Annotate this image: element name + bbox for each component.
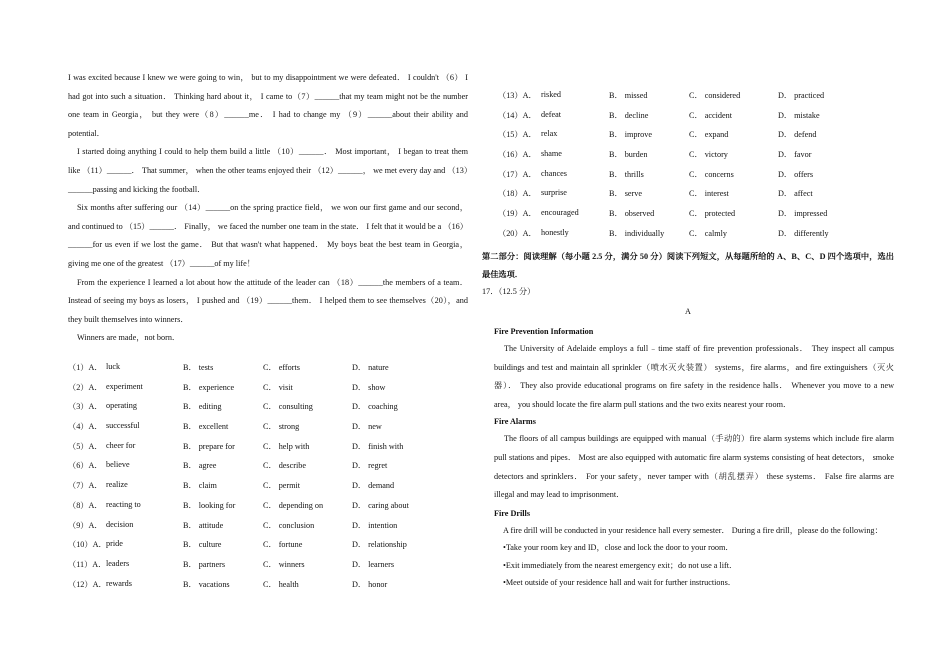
option-number: （12）A．: [68, 579, 107, 589]
option-number: （8）A．: [68, 500, 103, 510]
option-row: [482, 188, 894, 208]
option-row: [482, 169, 894, 189]
option-d: D． learners: [352, 559, 395, 569]
option-row: [68, 579, 468, 599]
option-a: successful: [106, 421, 140, 431]
option-number: （6）A．: [68, 461, 103, 471]
option-d: D． relationship: [352, 540, 407, 550]
option-d: D． mistake: [778, 110, 820, 120]
option-c: C． strong: [263, 422, 300, 432]
option-b: B． attitude: [183, 520, 224, 530]
option-number: （7）A．: [68, 481, 103, 491]
option-c: C． calmly: [689, 228, 727, 238]
option-d: D． impressed: [778, 209, 828, 219]
option-row: [482, 208, 894, 228]
option-number: （11）A．: [68, 559, 107, 569]
option-c: C． visit: [263, 382, 293, 392]
option-b: B． burden: [609, 150, 648, 160]
option-b: B． claim: [183, 481, 217, 491]
option-c: C． efforts: [263, 363, 300, 372]
article-intro: The University of Adelaide employs a full﹣time staff of fire prevention professionals． They inspect all campus buildings and test and maintain all sprinkler（喷水灭火装置） systems，fire alarms，and fire extinguishers（灭火器）． They also provide educational programs on fire safety in the residence halls． Whenever you move to a new area， you should locate the fire alarm pull stations and the two exits nearest your room．: [494, 344, 894, 409]
option-row: [482, 228, 894, 248]
option-a: risked: [541, 90, 562, 99]
option-row: [482, 129, 894, 149]
option-row: [68, 362, 468, 382]
option-d: D． nature: [352, 363, 389, 372]
option-c: C． conclusion: [263, 520, 315, 530]
option-number: （3）A．: [68, 402, 103, 412]
option-b: B． individually: [609, 228, 665, 238]
option-a: operating: [106, 401, 137, 411]
option-c: C． protected: [689, 209, 736, 219]
options-list-right: [482, 90, 894, 248]
option-a: defeat: [541, 109, 561, 119]
cloze-passage: [68, 69, 468, 348]
option-d: D． practiced: [778, 91, 825, 100]
option-number: （19）A．: [498, 209, 537, 219]
option-number: （2）A．: [68, 382, 103, 392]
option-a: relax: [541, 129, 558, 139]
article-title: Fire Prevention Information: [494, 327, 594, 336]
option-b: B． agree: [183, 461, 217, 471]
option-c: C． describe: [263, 461, 306, 471]
option-a: encouraged: [541, 208, 579, 218]
passage-paragraph: Six months after suffering our （14）______on the spring practice field， we won our first game and our second， and continued to （15）______． Finally， we faced the number one team in the state． I felt that it would be a （16）______for us even if we lost the game． But that wasn't what happened． My boys beat the best team in Georgia， giving me one of the greatest （17）______of my life！: [68, 203, 468, 268]
option-b: B． decline: [609, 110, 649, 120]
option-number: （4）A．: [68, 422, 103, 432]
option-c: C． accident: [689, 110, 732, 120]
option-row: [68, 401, 468, 421]
question-number: 17．（12.5 分）: [482, 287, 536, 296]
option-d: D． affect: [778, 189, 813, 199]
option-row: [68, 500, 468, 520]
option-d: D． defend: [778, 130, 817, 140]
option-number: （13）A．: [498, 91, 537, 100]
option-row: [68, 559, 468, 579]
passage-paragraph: I was excited because I knew we were going to win， but to my disappointment we were defeated． I couldn't （6） I had got into such a situation． Thinking hard about it， I came to（7）______that my team might not be the number one team in Georgia， but they were（8）______me． I had to change my （9）______about their ability and potential．: [68, 73, 468, 138]
drill-bullet: •Take your room key and ID，close and lock the door to your room．: [503, 543, 734, 553]
option-a: experiment: [106, 381, 143, 391]
option-b: B． excellent: [183, 422, 229, 432]
option-c: C． permit: [263, 481, 301, 491]
option-c: C． considered: [689, 91, 741, 100]
option-c: C． consulting: [263, 402, 313, 412]
option-row: [68, 382, 468, 402]
option-c: C． winners: [263, 559, 305, 569]
option-d: D． new: [352, 422, 382, 432]
passage-paragraph: Winners are made，not born．: [77, 333, 181, 343]
option-d: D． intention: [352, 520, 398, 530]
option-b: B． improve: [609, 130, 652, 140]
option-row: [482, 90, 894, 110]
option-b: B． missed: [609, 91, 648, 100]
option-a: luck: [106, 362, 121, 371]
option-d: D． regret: [352, 461, 388, 471]
option-a: leaders: [106, 558, 130, 568]
option-d: D． finish with: [352, 441, 404, 451]
option-d: D． honor: [352, 579, 388, 589]
option-d: D． differently: [778, 228, 829, 238]
option-number: （17）A．: [498, 169, 537, 179]
option-row: [68, 480, 468, 500]
option-c: C． concerns: [689, 169, 734, 179]
option-number: （15）A．: [498, 130, 537, 140]
option-d: D． demand: [352, 481, 395, 491]
option-a: cheer for: [106, 440, 136, 450]
option-a: pride: [106, 539, 123, 549]
option-b: B． experience: [183, 382, 235, 392]
option-row: [482, 149, 894, 169]
option-d: D． coaching: [352, 402, 398, 412]
option-b: B． editing: [183, 402, 222, 412]
option-a: decision: [106, 519, 134, 529]
drill-bullet: •Exit immediately from the nearest emergency exit；do not use a lift．: [503, 560, 738, 570]
option-a: chances: [541, 168, 567, 178]
option-a: reacting to: [106, 499, 141, 509]
option-row: [482, 110, 894, 130]
option-a: realize: [106, 480, 128, 490]
option-b: B． thrills: [609, 169, 644, 179]
drill-bullet: •Meet outside of your residence hall and wait for further instructions．: [503, 577, 736, 587]
option-b: B． partners: [183, 559, 226, 569]
passage-paragraph: I started doing anything I could to help them build a little （10）______． Most important， I began to treat them like （11）______． That summer， when the other teams enjoyed their （12）______， we met every day and （13）______passing and kicking the football．: [68, 147, 468, 194]
option-b: B． looking for: [183, 500, 236, 510]
option-b: B． culture: [183, 540, 222, 550]
option-number: （10）A．: [68, 540, 107, 550]
option-number: （16）A．: [498, 150, 537, 160]
option-number: （5）A．: [68, 441, 103, 451]
option-row: [68, 520, 468, 540]
option-row: [68, 460, 468, 480]
passage-paragraph: From the experience I learned a lot about how the attitude of the leader can （18）______the members of a team． Instead of seeing my boys as losers， I pushed and （19）______them． I helped them to see themselves（20），and they built themselves into winners．: [68, 277, 468, 324]
option-number: （18）A．: [498, 189, 537, 199]
option-d: D． caring about: [352, 500, 409, 510]
option-d: D． offers: [778, 169, 814, 179]
option-c: C． interest: [689, 189, 729, 199]
option-a: believe: [106, 460, 130, 470]
option-number: （1）A．: [68, 363, 103, 372]
option-a: surprise: [541, 188, 567, 198]
option-c: C． help with: [263, 441, 310, 451]
drills-title: Fire Drills: [494, 508, 530, 518]
option-a: honestly: [541, 227, 569, 237]
option-number: （20）A．: [498, 228, 537, 238]
option-d: D． show: [352, 382, 386, 392]
option-b: B． tests: [183, 363, 214, 372]
option-c: C． victory: [689, 150, 728, 160]
passage-label: A: [685, 307, 691, 316]
option-a: rewards: [106, 578, 132, 588]
option-b: B． vacations: [183, 579, 230, 589]
option-b: B． observed: [609, 209, 655, 219]
alarms-text: The floors of all campus buildings are equipped with manual（手动的）fire alarm systems which include fire alarm pull stations and pipes． Most are also equipped with automatic fire alarm systems consisting of heat detectors， smoke detectors and sprinklers． For your safety，never tamper with（胡乱摆弄） these systems． False fire alarms are illegal and may lead to imprisonment．: [494, 434, 894, 500]
option-row: [68, 441, 468, 461]
option-d: D． favor: [778, 150, 812, 160]
option-b: B． prepare for: [183, 441, 235, 451]
alarms-title: Fire Alarms: [494, 417, 536, 427]
option-c: C． expand: [689, 130, 729, 140]
option-row: [68, 421, 468, 441]
option-c: C． fortune: [263, 540, 303, 550]
option-number: （9）A．: [68, 520, 103, 530]
option-c: C． health: [263, 579, 299, 589]
section-heading: 第二部分：阅读理解（每小题 2.5 分，满分 50 分）阅读下列短文，从每题所给的 A、B、C、D 四个选项中，选出最佳选项．: [482, 252, 894, 279]
option-b: B． serve: [609, 189, 642, 199]
drills-text: A fire drill will be conducted in your residence hall every semester． During a fire drill，please do the following：: [503, 525, 883, 535]
option-row: [68, 539, 468, 559]
option-c: C． depending on: [263, 500, 324, 510]
options-list-left: [68, 362, 468, 598]
reading-section: [482, 248, 894, 591]
option-number: （14）A．: [498, 110, 537, 120]
option-a: shame: [541, 149, 562, 159]
